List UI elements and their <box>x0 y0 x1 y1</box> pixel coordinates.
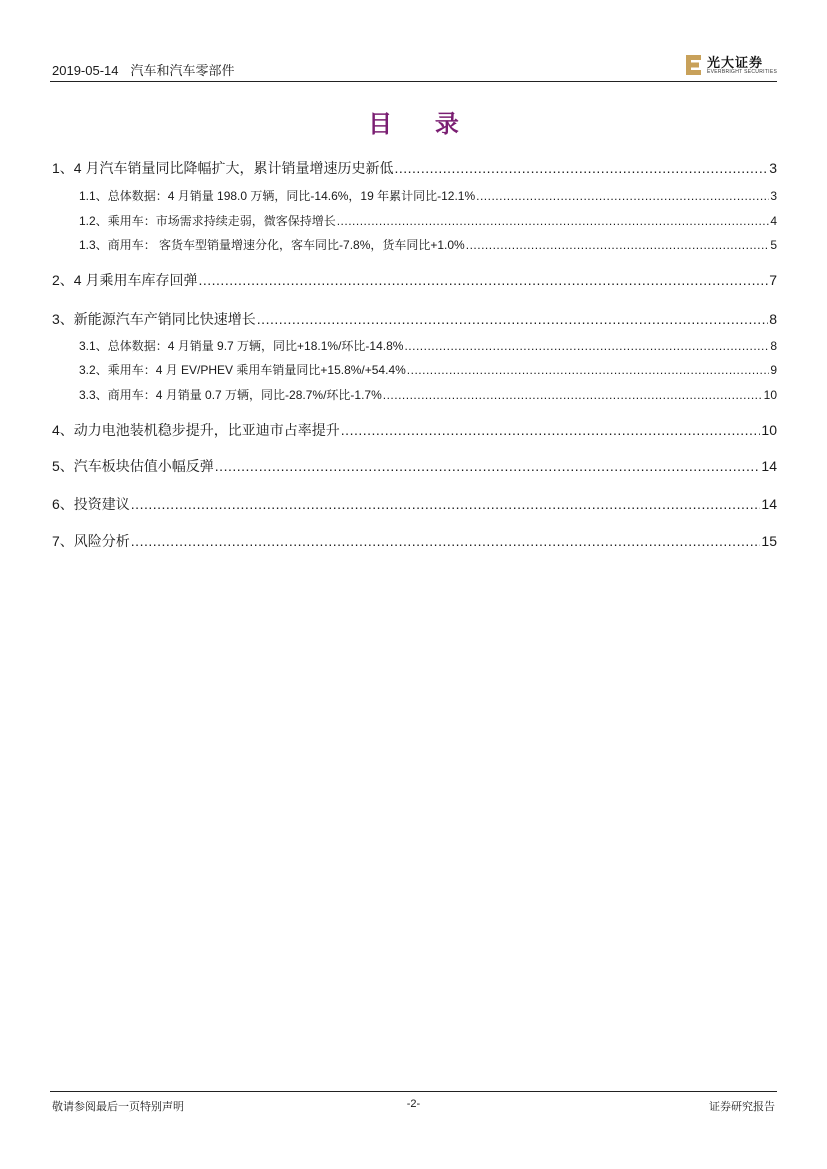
toc-entry-text: 新能源汽车产销同比快速增长 <box>73 311 256 327</box>
toc-entry-number: 2、 <box>52 272 74 288</box>
toc-entry-text: 动力电池装机稳步提升，比亚迪市占率提升 <box>73 422 340 438</box>
toc-entry-page: 9 <box>770 363 777 377</box>
toc-entry-page: 10 <box>761 422 777 438</box>
toc-entry-4[interactable] <box>52 420 777 440</box>
toc-entry-5[interactable] <box>52 456 777 476</box>
logo-english-name: EVERBRIGHT SECURITIES <box>707 69 778 75</box>
toc-entry-1-2[interactable] <box>52 212 777 229</box>
toc-leader-dots <box>394 160 768 176</box>
toc-entry-number: 3.1、 <box>79 339 108 353</box>
toc-entry-number: 5、 <box>52 458 74 474</box>
toc-entry-text: 总体数据：4 月销量 9.7 万辆，同比+18.1%/环比-14.8% <box>107 339 404 353</box>
footer-divider <box>50 1091 777 1092</box>
toc-entry-text: 商用车：4 月销量 0.7 万辆，同比-28.7%/环比-1.7% <box>107 388 382 402</box>
toc-entry-3[interactable] <box>52 309 777 329</box>
toc-leader-dots <box>131 533 761 549</box>
toc-leader-dots <box>407 363 770 377</box>
everbright-logo <box>685 52 777 78</box>
toc-entry-number: 3、 <box>52 311 74 327</box>
toc-entry-page: 8 <box>769 311 777 327</box>
logo-chinese-name: 光大证券 <box>707 56 764 71</box>
toc-leader-dots <box>215 458 761 474</box>
toc-entry-3-2[interactable] <box>52 361 777 378</box>
toc-entry-3-1[interactable] <box>52 337 777 354</box>
toc-entry-page: 7 <box>769 272 777 288</box>
toc-leader-dots <box>257 311 768 327</box>
header-info <box>52 60 235 79</box>
toc-entry-page: 5 <box>770 238 777 252</box>
toc-entry-page: 14 <box>761 458 777 474</box>
toc-title: 目 录 <box>368 111 477 138</box>
page-footer <box>50 1098 777 1114</box>
toc-entry-text: 总体数据：4 月销量 198.0 万辆，同比-14.6%，19 年累计同比-12.1% <box>107 189 476 203</box>
toc-entry-number: 1.2、 <box>79 214 108 228</box>
header-divider <box>50 81 777 82</box>
toc-entry-text: 乘用车：4 月 EV/PHEV 乘用车销量同比+15.8%/+54.4% <box>107 363 406 377</box>
toc-entry-text: 4 月汽车销量同比降幅扩大，累计销量增速历史新低 <box>73 160 394 176</box>
toc-entry-number: 1.3、 <box>79 238 108 252</box>
toc-entry-number: 6、 <box>52 496 74 512</box>
header-date: 2019-05-14 <box>52 63 119 78</box>
toc-entry-page: 15 <box>761 533 777 549</box>
page-header <box>50 50 777 82</box>
toc-entry-1-1[interactable] <box>52 187 777 204</box>
toc-leader-dots <box>476 189 769 203</box>
toc-entry-page: 8 <box>770 339 777 353</box>
toc-entry-number: 4、 <box>52 422 74 438</box>
toc-entry-number: 7、 <box>52 533 74 549</box>
toc-leader-dots <box>198 272 768 288</box>
toc-entry-number: 3.2、 <box>79 363 108 377</box>
everbright-logo-icon <box>685 54 703 76</box>
toc-leader-dots <box>341 422 761 438</box>
toc-entry-6[interactable] <box>52 494 777 514</box>
toc-entry-text: 汽车板块估值小幅反弹 <box>73 458 214 474</box>
footer-page-number: -2- <box>406 1098 421 1110</box>
toc-entry-text: 风险分析 <box>73 533 130 549</box>
toc-entry-text: 投资建议 <box>73 496 130 512</box>
toc-entry-page: 10 <box>763 388 777 402</box>
toc-leader-dots <box>383 388 763 402</box>
toc-entry-1[interactable] <box>52 158 777 178</box>
toc-leader-dots <box>404 339 769 353</box>
footer-disclaimer: 敬请参阅最后一页特别声明 <box>52 1101 184 1113</box>
toc-entry-page: 3 <box>770 189 777 203</box>
toc-leader-dots <box>131 496 761 512</box>
toc-entry-page: 14 <box>761 496 777 512</box>
toc-entry-text: 商用车： 客货车型销量增速分化，客车同比-7.8%，货车同比+1.0% <box>107 238 465 252</box>
footer-report-type: 证券研究报告 <box>709 1101 775 1113</box>
toc-entry-2[interactable] <box>52 270 777 290</box>
header-industry: 汽车和汽车零部件 <box>130 63 235 78</box>
toc-entry-number: 3.3、 <box>79 388 108 402</box>
toc-entry-7[interactable] <box>52 531 777 551</box>
toc-entry-page: 4 <box>770 214 777 228</box>
toc-entry-1-3[interactable] <box>52 236 777 253</box>
toc-entry-3-3[interactable] <box>52 386 777 403</box>
toc-leader-dots <box>337 214 770 228</box>
toc-entry-text: 4 月乘用车库存回弹 <box>73 272 198 288</box>
toc-entry-text: 乘用车：市场需求持续走弱，微客保持增长 <box>107 214 336 228</box>
toc-entry-number: 1、 <box>52 160 74 176</box>
toc-entry-number: 1.1、 <box>79 189 108 203</box>
toc-leader-dots <box>466 238 770 252</box>
toc-entry-page: 3 <box>769 160 777 176</box>
